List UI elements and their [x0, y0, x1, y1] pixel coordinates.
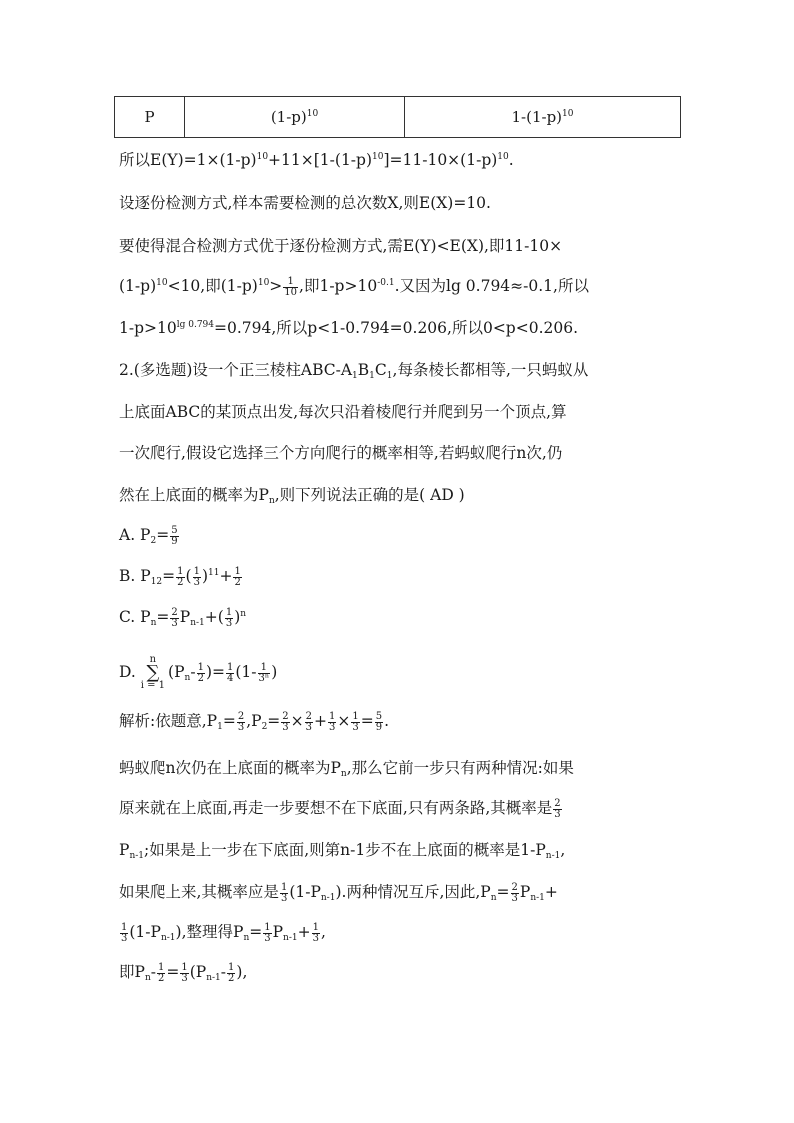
- text-span: +: [297, 923, 311, 941]
- question-line-1: [119, 360, 719, 380]
- text-span: 解析:依题意,P: [119, 712, 218, 730]
- solution-line-7: [119, 962, 719, 984]
- subscript: 1: [217, 722, 223, 732]
- numerator: 1: [280, 881, 288, 893]
- subscript: 2: [261, 722, 268, 732]
- text-span: ,: [321, 923, 326, 941]
- fraction: [226, 663, 234, 684]
- subscript: 1: [352, 371, 358, 381]
- numerator: 5: [375, 710, 383, 722]
- subscript: 2: [150, 536, 157, 546]
- text-span: -: [150, 963, 156, 981]
- fraction: [233, 567, 241, 588]
- exponent: -0.1: [377, 278, 395, 288]
- denominator: 2: [197, 672, 204, 684]
- subscript: n-1: [530, 893, 545, 903]
- numerator: 1: [197, 661, 204, 673]
- inequality-line: [119, 276, 719, 298]
- text-span: =: [156, 608, 170, 626]
- text-span: +(: [204, 608, 224, 626]
- subscript: n: [184, 673, 191, 683]
- solution-line-3: [119, 798, 719, 820]
- fraction: [283, 277, 298, 298]
- denominator: 3: [181, 972, 188, 984]
- fraction: [375, 712, 383, 733]
- denominator: 3: [264, 932, 271, 944]
- option-a: [119, 525, 719, 547]
- subscript: n-1: [545, 851, 561, 861]
- option-d: [119, 655, 719, 691]
- text-span: =: [249, 923, 263, 941]
- cell-2-text: 1-(1-p): [511, 108, 563, 126]
- subscript: n: [268, 496, 275, 506]
- subscript: n: [340, 769, 347, 779]
- solution-line-4: [119, 840, 719, 860]
- denominator: 10: [284, 286, 298, 298]
- denominator: 9: [171, 535, 178, 547]
- numerator: 2: [511, 881, 518, 893]
- denominator: 3: [171, 617, 178, 629]
- individual-test-line: [119, 193, 719, 213]
- text-span: 1-p>10: [119, 319, 177, 337]
- expectation-line: [119, 150, 719, 170]
- text-span: ,每条棱长都相等,一只蚂蚁从: [392, 361, 589, 379]
- text-span: C. P: [119, 608, 151, 626]
- text-span: 即P: [119, 963, 145, 981]
- text-span: -: [190, 663, 196, 681]
- text-span: ;如果是上一步在下底面,则第n-1步不在上底面的概率是1-P: [144, 841, 546, 859]
- text-span: ,P: [246, 712, 262, 730]
- question-line-3: [119, 443, 719, 463]
- solution-line-6: [119, 922, 719, 944]
- exponent: n: [240, 609, 247, 619]
- text-span: P: [119, 841, 130, 859]
- text-span: (P: [189, 963, 207, 981]
- denominator: 3: [280, 892, 288, 904]
- exponent: 10: [256, 152, 269, 162]
- text-span: <10,即(1-p): [167, 277, 258, 295]
- question-line-4: [119, 485, 719, 505]
- denominator: 3: [305, 721, 313, 733]
- text-span: .: [508, 151, 514, 169]
- cell-1-exponent: 10: [306, 109, 319, 119]
- text-span: +: [544, 883, 558, 901]
- text-span: +: [314, 712, 328, 730]
- numerator: 1: [283, 277, 298, 288]
- text-span: 2.(多选题)设一个正三棱柱ABC-A: [119, 361, 353, 379]
- question-line-2: [119, 402, 719, 422]
- text-span: 上底面ABC的某顶点出发,每次只沿着棱爬行并爬到另一个顶点,算: [119, 403, 567, 421]
- text-span: ×: [290, 712, 304, 730]
- text-span: ,即1-p>10: [299, 277, 378, 295]
- text-span: P: [179, 608, 191, 626]
- exponent: lg 0.794: [176, 320, 214, 330]
- fraction: [237, 712, 245, 733]
- numerator: 1: [226, 661, 234, 673]
- text-span: ,则下列说法正确的是( AD ): [274, 486, 465, 504]
- subscript: n: [490, 893, 497, 903]
- denominator: 9: [375, 721, 383, 733]
- text-span: ,: [560, 841, 566, 859]
- subscript: n: [144, 973, 151, 983]
- text-span: =: [267, 712, 281, 730]
- text-span: =: [360, 712, 374, 730]
- numerator: 1: [264, 921, 271, 933]
- text-span: -: [220, 963, 227, 981]
- subscript: n-1: [283, 933, 298, 943]
- numerator: 1: [181, 961, 188, 973]
- subscript: 1: [369, 371, 375, 381]
- solution-line-5: [119, 882, 719, 904]
- subscript: 1: [386, 371, 393, 381]
- denominator: 2: [234, 576, 241, 588]
- probability-table: [114, 96, 681, 138]
- text-span: ): [234, 608, 241, 626]
- fraction: [305, 712, 313, 733]
- text-span: B. P: [119, 567, 151, 585]
- denominator: 3: [312, 932, 319, 944]
- text-span: )=: [205, 663, 225, 681]
- fraction: [170, 608, 178, 629]
- numerator: 2: [554, 797, 561, 809]
- text-span: P: [272, 923, 284, 941]
- condition-line: [119, 236, 719, 256]
- text-span: (1-P: [129, 923, 161, 941]
- text-span: =: [496, 883, 510, 901]
- fraction: [197, 663, 205, 684]
- sum-sigma: ∑: [146, 662, 160, 683]
- text-span: A. P: [119, 526, 151, 544]
- denominator: 3: [352, 721, 359, 733]
- exponent: 10: [372, 152, 384, 162]
- fraction: [351, 712, 359, 733]
- solution-line-2: [119, 758, 719, 778]
- fraction: [511, 883, 519, 904]
- text-span: ).两种情况互斥,因此,P: [335, 883, 491, 901]
- text-span: 蚂蚁爬n次仍在上底面的概率为P: [119, 759, 341, 777]
- fraction: [312, 923, 320, 944]
- option-c: [119, 607, 719, 629]
- text-span: C: [374, 361, 387, 379]
- text-span: 原来就在上底面,再走一步要想不在下底面,只有两条路,其概率是: [119, 799, 553, 817]
- row-label: P: [144, 108, 155, 126]
- text-span: (P: [168, 663, 185, 681]
- numerator: 1: [193, 565, 200, 577]
- subscript: n-1: [206, 973, 221, 983]
- numerator: 1: [225, 606, 233, 618]
- text-span: 所以E(Y)=1×(1-p): [119, 151, 257, 169]
- table-cell-label: [115, 97, 185, 138]
- subscript: n-1: [320, 893, 336, 903]
- denominator: 3: [193, 576, 200, 588]
- text-span: 然在上底面的概率为P: [119, 486, 269, 504]
- fraction: [227, 963, 235, 984]
- denominator: 2: [177, 576, 184, 588]
- denominator: 3: [329, 721, 336, 733]
- text-span: (1-: [235, 663, 257, 681]
- numerator: 1: [234, 565, 241, 577]
- numerator: 1: [177, 565, 184, 577]
- numerator: 2: [237, 710, 245, 722]
- cell-1-text: (1-p): [270, 108, 307, 126]
- text-span: (: [185, 567, 192, 585]
- denominator: 3: [282, 721, 289, 733]
- fraction: [258, 663, 271, 684]
- subscript: n-1: [129, 851, 145, 861]
- denominator: 3: [225, 617, 233, 629]
- exponent: 10: [497, 152, 509, 162]
- text-span: ),整理得P: [175, 923, 244, 941]
- text-span: =: [156, 526, 170, 544]
- sum-lower: i = 1: [140, 680, 166, 691]
- subscript: n-1: [190, 618, 205, 628]
- text-span: ): [271, 663, 278, 681]
- fraction: [553, 799, 561, 820]
- text-span: D.: [119, 663, 141, 681]
- numerator: 2: [282, 710, 289, 722]
- denominator: 2: [157, 972, 165, 984]
- subscript: n: [150, 618, 157, 628]
- fraction: [180, 963, 188, 984]
- cell-2-exponent: 10: [562, 109, 574, 119]
- fraction: [176, 567, 184, 588]
- text-span: 设逐份检测方式,样本需要检测的总次数X,则E(X)=10.: [119, 194, 491, 212]
- text-span: (1-P: [289, 883, 321, 901]
- numerator: 2: [171, 606, 178, 618]
- text-span: =0.794,所以p<1-0.794=0.206,所以0<p<0.206.: [214, 319, 579, 337]
- text-span: .又因为lg 0.794≈-0.1,所以: [394, 277, 589, 295]
- text-span: >: [269, 277, 283, 295]
- text-span: 如果爬上来,其概率应是: [119, 883, 279, 901]
- numerator: 2: [305, 710, 313, 722]
- text-span: (1-p): [119, 277, 157, 295]
- text-span: .: [384, 712, 390, 730]
- text-span: =: [166, 963, 180, 981]
- numerator: 1: [329, 710, 336, 722]
- text-span: +: [219, 567, 233, 585]
- numerator: 1: [352, 710, 359, 722]
- subscript: n-1: [160, 933, 176, 943]
- subscript: n: [243, 933, 250, 943]
- text-span: =: [162, 567, 176, 585]
- text-span: ,那么它前一步只有两种情况:如果: [346, 759, 574, 777]
- solution-line-1: [119, 711, 719, 733]
- fraction: [170, 526, 178, 547]
- numerator: 1: [258, 663, 271, 674]
- fraction: [225, 608, 233, 629]
- table-cell-1: [185, 97, 405, 138]
- text-span: ]=11-10×(1-p): [383, 151, 498, 169]
- table-row: [115, 97, 681, 138]
- numerator: 1: [312, 921, 319, 933]
- exponent: 10: [257, 278, 270, 288]
- fraction: [263, 923, 271, 944]
- option-b: [119, 566, 719, 588]
- exponent: 11: [208, 568, 220, 578]
- numerator: 1: [157, 961, 165, 973]
- text-span: =: [222, 712, 236, 730]
- denominator: 3: [511, 892, 518, 904]
- conclusion-line: [119, 318, 719, 338]
- fraction: [120, 923, 128, 944]
- fraction: [193, 567, 201, 588]
- text-span: +11×[1-(1-p): [268, 151, 373, 169]
- text-span: P: [519, 883, 531, 901]
- fraction: [281, 712, 289, 733]
- text-span: 一次爬行,假设它选择三个方向爬行的概率相等,若蚂蚁爬行n次,仍: [119, 444, 563, 462]
- denominator: 3ⁿ: [258, 672, 270, 684]
- text-span: ×: [337, 712, 351, 730]
- numerator: 1: [228, 961, 235, 973]
- table-cell-2: [405, 97, 681, 138]
- denominator: 3: [237, 721, 245, 733]
- text-span: ): [201, 567, 209, 585]
- summation: [141, 655, 165, 691]
- fraction: [280, 883, 288, 904]
- subscript: 12: [150, 577, 163, 587]
- text-span: ),: [236, 963, 248, 981]
- fraction: [157, 963, 165, 984]
- sum-upper: n: [149, 654, 157, 665]
- denominator: 3: [554, 808, 561, 820]
- denominator: 3: [121, 932, 128, 944]
- text-span: 要使得混合检测方式优于逐份检测方式,需E(Y)<E(X),即11-10×: [119, 237, 563, 255]
- exponent: 10: [156, 278, 168, 288]
- fraction: [328, 712, 336, 733]
- denominator: 4: [226, 672, 234, 684]
- numerator: 1: [121, 921, 128, 933]
- denominator: 2: [228, 972, 235, 984]
- numerator: 5: [171, 524, 178, 536]
- text-span: B: [357, 361, 370, 379]
